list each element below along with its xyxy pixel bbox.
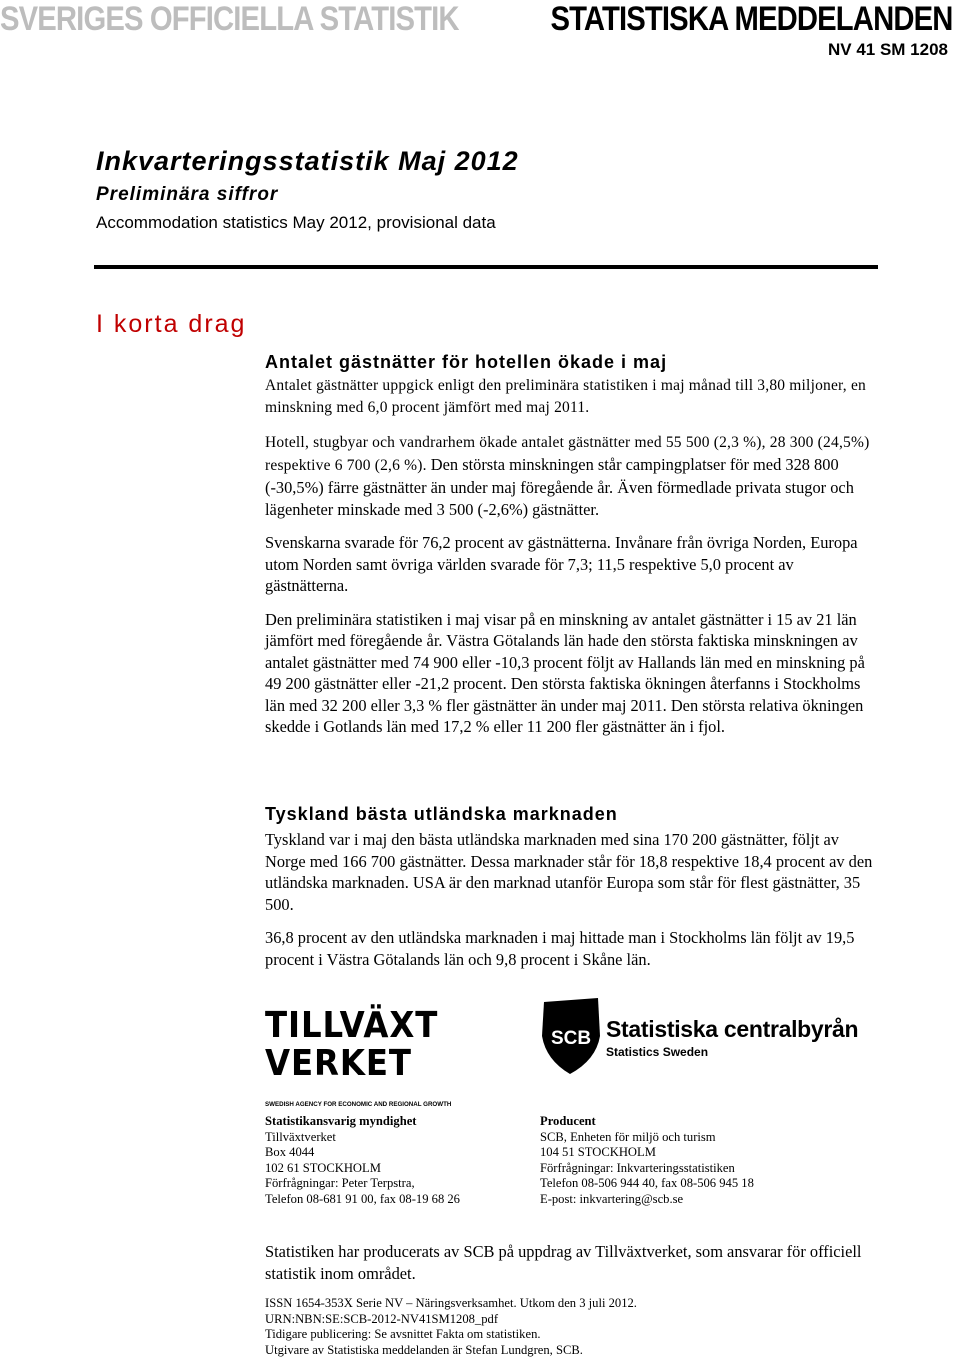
fineprint-previous: Tidigare publicering: Se avsnittet Fakta om statistiken. [265, 1327, 541, 1342]
contact-authority-line: Box 4044 [265, 1145, 315, 1160]
section2-paragraph-1: Tyskland var i maj den bästa utländska marknaden med sina 170 200 gästnätter, följt av Norge med 166 700 gästnätter. Dessa marknader står för 18,8 respektive 18,4 procent av den utländska marknaden. USA är den marknad utanför Europa som står för flest gästnätter, 35 500. [265, 830, 873, 914]
contact-producer-heading: Producent [540, 1114, 596, 1128]
section1-paragraph-2 [265, 431, 877, 520]
contact-producer-line: 104 51 STOCKHOLM [540, 1145, 656, 1160]
foreign-market-section [265, 804, 877, 970]
contact-producer-line: Telefon 08-506 944 40, fax 08-506 945 18 [540, 1176, 754, 1191]
report-title: Inkvarteringsstatistik Maj 2012 [96, 146, 519, 176]
title-divider [94, 265, 878, 269]
scb-logo-sub: Statistics Sweden [606, 1045, 709, 1059]
fineprint [265, 1296, 877, 1358]
produced-by-statement: Statistiken har producerats av SCB på uppdrag av Tillväxtverket, som ansvarar för officiell statistik inom området. [265, 1242, 862, 1283]
section1-heading: Antalet gästnätter för hotellen ökade i maj [265, 352, 668, 372]
contact-authority-line: Förfrågningar: Peter Terpstra, [265, 1176, 415, 1191]
fineprint-publisher: Utgivare av Statistiska meddelanden är Stefan Lundgren, SCB. [265, 1342, 583, 1357]
fineprint-issn: ISSN 1654-353X Serie NV – Näringsverksamhet. Utkom den 3 juli 2012. [265, 1296, 637, 1310]
tillvaxtverket-logo-line1: TILLVÄXT [265, 1005, 439, 1046]
report-subtitle: Preliminära siffror [96, 184, 279, 205]
section2-heading: Tyskland bästa utländska marknaden [265, 804, 618, 824]
scb-logo-name: Statistiska centralbyrån [606, 1016, 859, 1042]
summary-section [265, 352, 877, 738]
section1-paragraph-4: Den preliminära statistiken i maj visar på en minskning av antalet gästnätter i 15 av 21 län jämfört med föregående år. Västra Götalands län hade den största faktiska minskningen av antalet gästnätter med 74 900 eller -10,3 procent följt av Hallands län med en minskning på 49 200 gästnätter eller -21,2 procent. Den största faktiska ökningen återfanns i Stockholms län med 32 200 eller 3,3 % fler gästnätter än under maj 2011. Den största relativa ökningen skedde i Gotlands län med 17,2 % eller 11 200 fler gästnätter än i fjol. [265, 609, 865, 736]
scb-emblem-icon [540, 996, 602, 1076]
section1-paragraph-1: Antalet gästnätter uppgick enligt den preliminära statistiken i maj månad till 3,80 miljoner, en minskning med 6,0 procent jämfört med maj 2011. [265, 377, 866, 416]
section1-paragraph-2b: Den största minskningen står campingplatser för med 328 800 (-30,5%) färre gästnätter än under maj föregående år. Även förmedlade privata stugor och lägenheter minskade med 3 500 (-2,6%) gästnätter. [265, 455, 854, 519]
contact-authority-heading: Statistikansvarig myndighet [265, 1114, 417, 1128]
section1-paragraph-3: Svenskarna svarade för 76,2 procent av gästnätterna. Invånare från övriga Norden, Europa utom Norden samt övriga världen svarade för 7,3; 11,5 respektive 5,0 procent av gästnätterna. [265, 533, 858, 595]
contact-producer-email: E-post: inkvartering@scb.se [540, 1191, 684, 1206]
section2-paragraph-2: 36,8 procent av den utländska marknaden i maj hittade man i Stockholms län följt av 19,5 procent i Västra Götalands län och 9,8 procent i Skåne län. [265, 928, 855, 969]
masthead-left: SVERIGES OFFICIELLA STATISTIK [0, 0, 459, 38]
english-title: Accommodation statistics May 2012, provisional data [96, 213, 496, 232]
scb-logo [540, 996, 870, 1076]
section-label: I korta drag [96, 310, 247, 338]
scb-emblem-text: SCB [550, 1028, 592, 1049]
contact-producer-line: Förfrågningar: Inkvarteringsstatistiken [540, 1160, 735, 1175]
contact-authority-line: Telefon 08-681 91 00, fax 08-19 68 26 [265, 1191, 460, 1206]
fineprint-urn: URN:NBN:SE:SCB-2012-NV41SM1208_pdf [265, 1311, 499, 1326]
series-number: NV 41 SM 1208 [827, 40, 948, 59]
contact-authority [265, 1114, 525, 1208]
section1-paragraph-2a: Hotell, stugbyar och vandrarhem ökade antalet gästnätter med 55 500 (2,3 %), 28 300 (24,5%) respektive 6 700 (2,6 %). [265, 434, 870, 474]
contact-authority-line: Tillväxtverket [265, 1129, 336, 1144]
tillvaxtverket-logo-line2: VERKET [265, 1043, 412, 1084]
contact-authority-line: 102 61 STOCKHOLM [265, 1160, 381, 1175]
contact-producer-line: SCB, Enheten för miljö och turism [540, 1129, 716, 1144]
tillvaxtverket-logo [265, 996, 470, 1106]
masthead-right: STATISTISKA MEDDELANDEN [549, 0, 952, 38]
contact-producer [540, 1114, 840, 1208]
tillvaxtverket-tagline: SWEDISH AGENCY FOR ECONOMIC AND REGIONAL GROWTH [265, 1101, 452, 1108]
